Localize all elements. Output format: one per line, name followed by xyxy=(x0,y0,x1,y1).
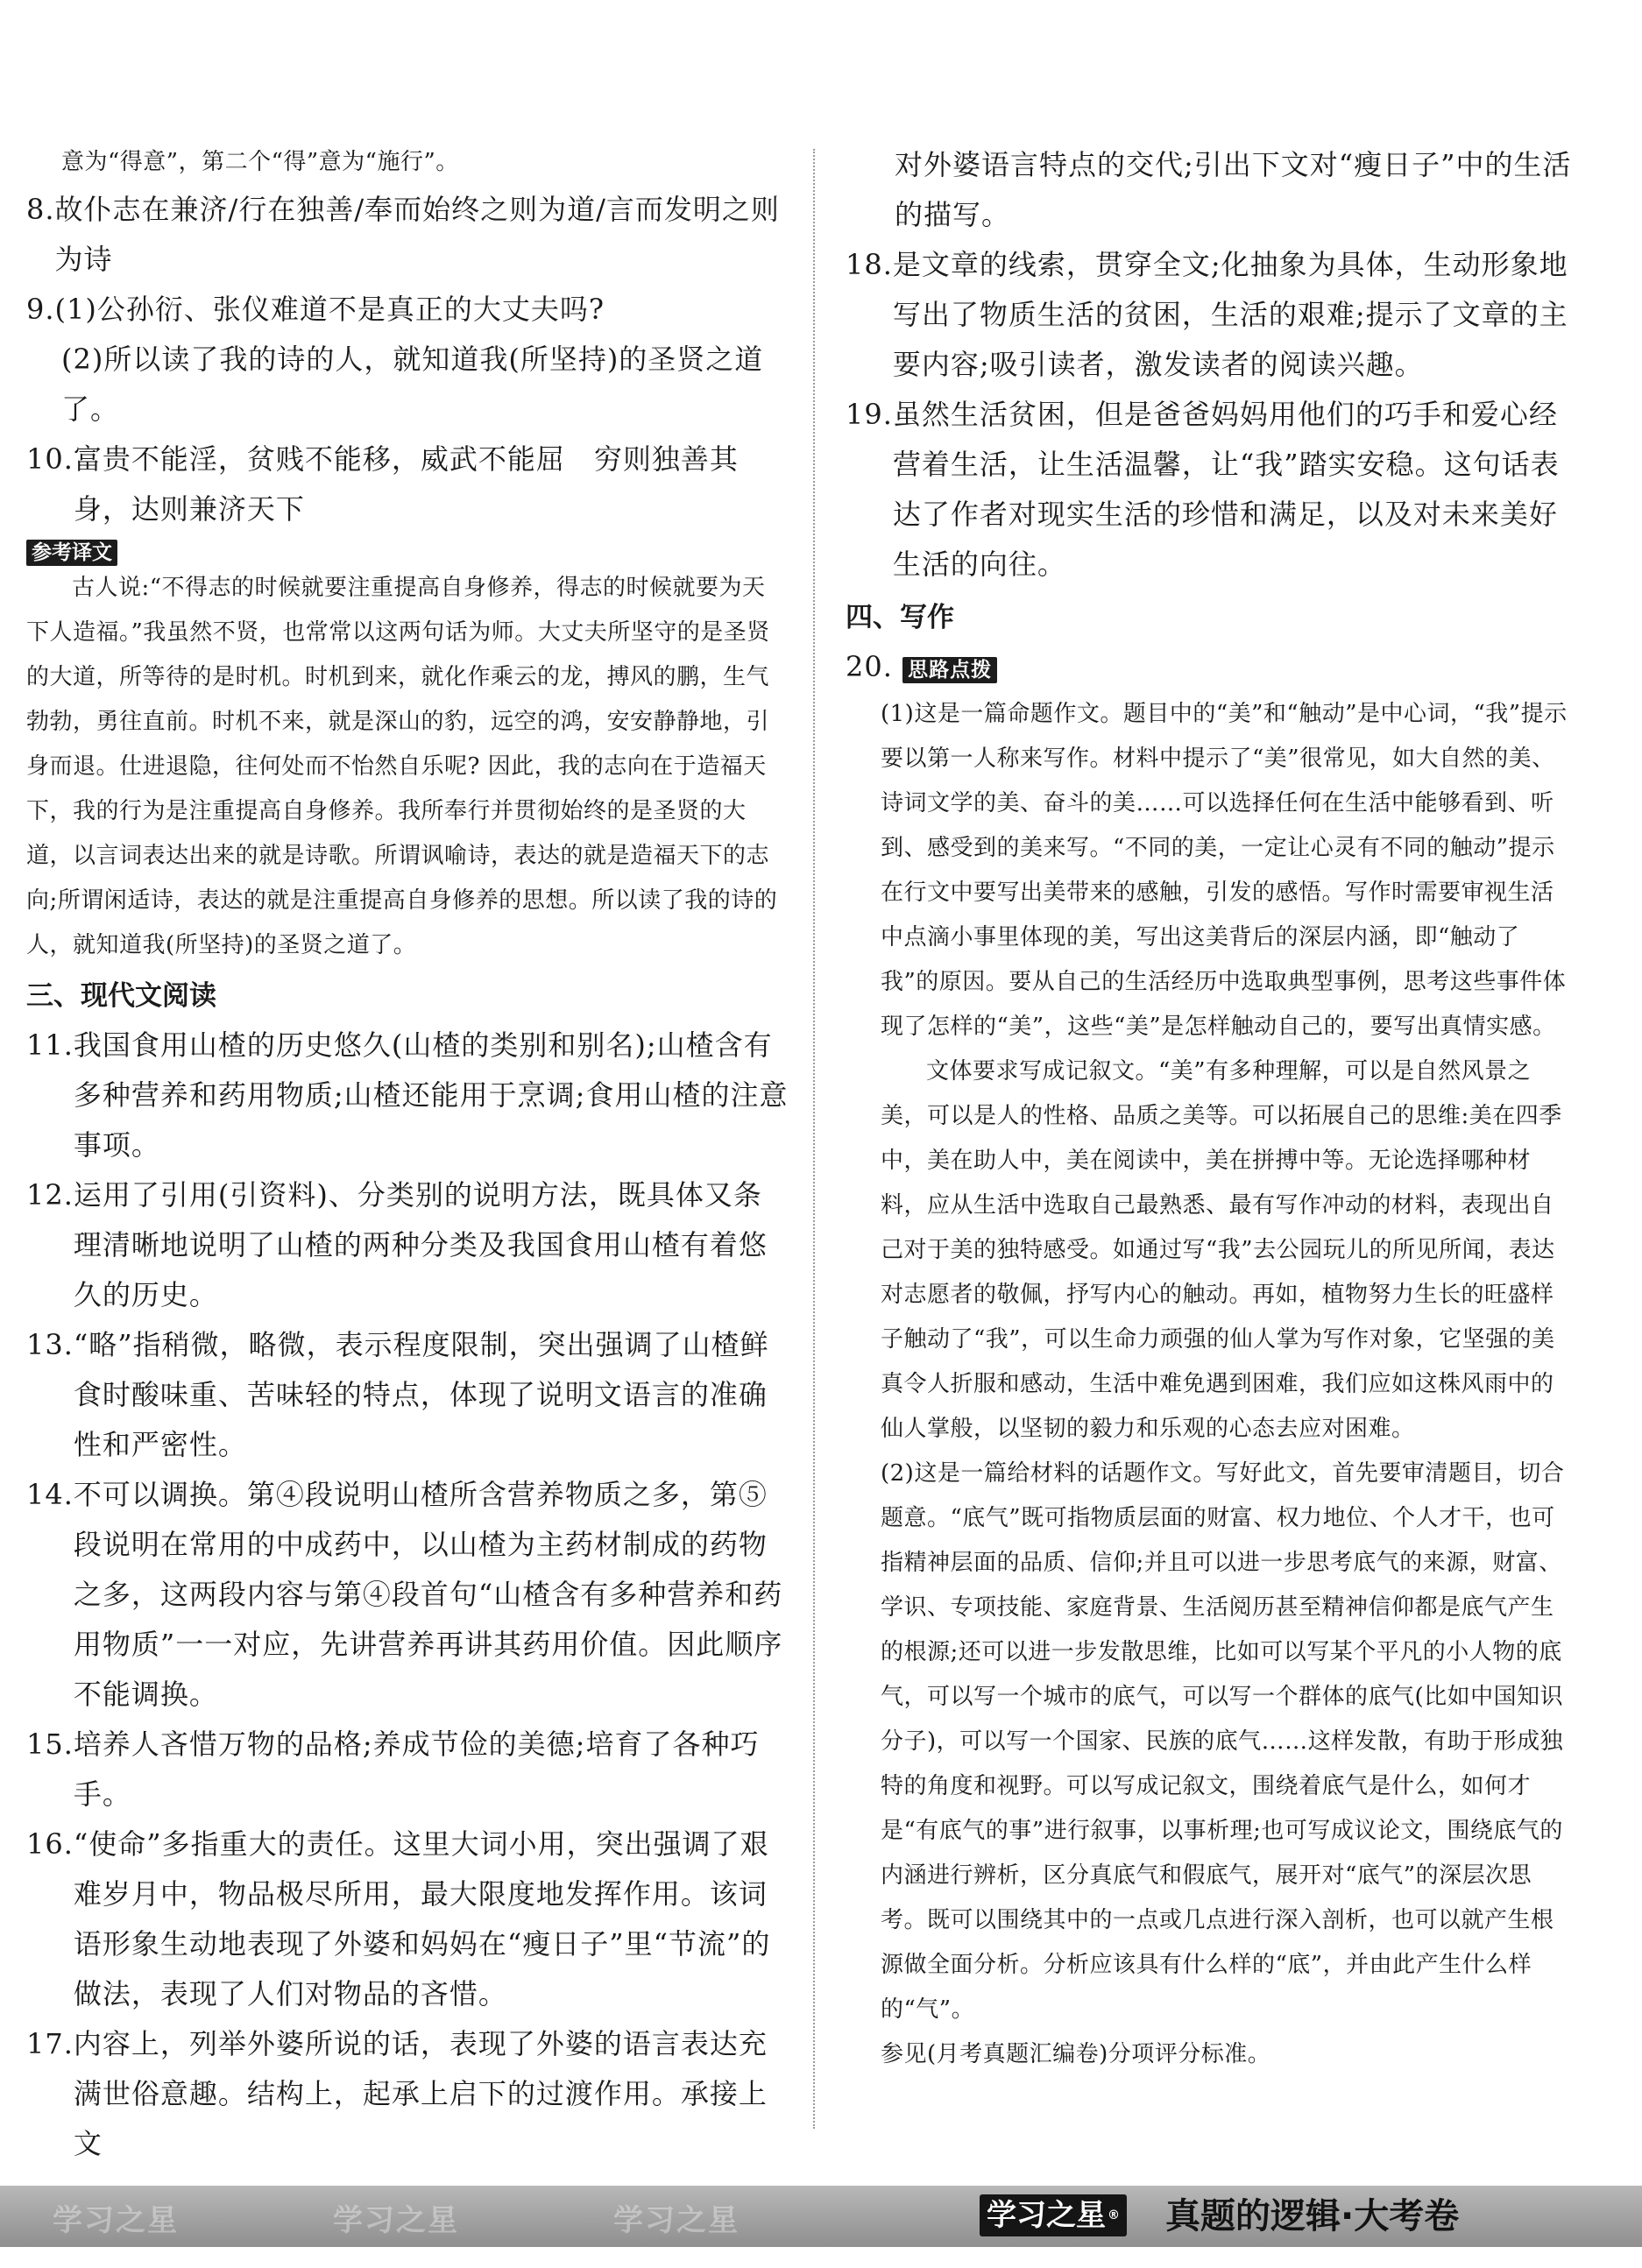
reference-translation-tag: 参考译文 xyxy=(26,540,117,566)
scoring-reference: 参见(月考真题汇编卷)分项评分标准。 xyxy=(881,2041,1271,2067)
answer-number: 8. xyxy=(26,193,55,226)
answer-8 xyxy=(26,185,789,285)
answer-16 xyxy=(26,1819,789,2019)
right-column xyxy=(846,140,1573,2077)
answer-text: 不可以调换。第④段说明山楂所含营养物质之多，第⑤段说明在常用的中成药中，以山楂为主药材制成的药物之多，这两段内容与第④段首句“山楂含有多种营养和药用物质”一一对应，先讲营养再讲其药用价值。因此顺序不能调换。 xyxy=(73,1478,783,1711)
answer-text: “略”指稍微，略微，表示程度限制，突出强调了山楂鲜食时酸味重、苦味轻的特点，体现了说明文语言的准确性和严密性。 xyxy=(73,1328,769,1461)
footer-watermark: 学习之星 xyxy=(613,2203,740,2238)
answer-text: 是文章的线索，贯穿全文;化抽象为具体，生动形象地写出了物质生活的贫困，生活的艰难;提示了文章的主要内容;吸引读者，激发读者的阅读兴趣。 xyxy=(892,248,1568,381)
answer-number: 15. xyxy=(26,1727,74,1761)
answer-14 xyxy=(26,1470,789,1720)
footer-title: 真题的逻辑·大考卷 xyxy=(1165,2196,1460,2236)
answer-20-header xyxy=(846,642,1573,692)
column-divider xyxy=(813,149,815,2129)
answer-13 xyxy=(26,1320,789,1470)
reference-translation-header xyxy=(26,540,789,566)
answer-20-body xyxy=(846,692,1573,2077)
brand-logo xyxy=(980,2194,1127,2236)
writing-hint-paragraph-3: (2)这是一篇给材料的话题作文。写好此文，首先要审清题目，切合题意。“底气”既可指物质层面的财富、权力地位、个人才干，也可指精神层面的品质、信仰;并且可以进一步思考底气的来源，财富、学识、专项技能、家庭背景、生活阅历甚至精神信仰都是底气产生的根源;还可以进一步发散思维，比如可以写某个平凡的小人物的底气，可以写一个城市的底气，可以写一个群体的底气(比如中国知识分子)，可以写一个国家、民族的底气……这样发散，有助于形成独特的角度和视野。可以写成记叙文，围绕着底气是什么，如何才是“有底气的事”进行叙事，以事析理;也可写成议论文，围绕底气的内涵进行辨析，区分真底气和假底气，展开对“底气”的深层次思考。既可以围绕其中的一点或几点进行深入剖析，也可以就产生根源做全面分析。分析应该具有什么样的“底”，并由此产生什么样的“气”。 xyxy=(881,1460,1565,2023)
answer-number: 18. xyxy=(846,248,893,281)
writing-hint-paragraph-2: 文体要求写成记叙文。“美”有多种理解，可以是自然风景之美，可以是人的性格、品质之美等。可以拓展自己的思维:美在四季中，美在助人中，美在阅读中，美在拼搏中等。无论选择哪种材料，应从生活中选取自己最熟悉、最有写作冲动的材料，表现出自己对于美的独特感受。如通过写“我”去公园玩儿的所见所闻，表达对志愿者的敬佩，抒写内心的触动。再如，植物努力生长的旺盛样子触动了“我”，可以生命力顽强的仙人掌为写作对象，它坚强的美真令人折服和感动，生活中难免遇到困难，我们应如这株风雨中的仙人掌般，以坚韧的毅力和乐观的心态去应对困难。 xyxy=(881,1058,1562,1442)
answer-text: “使命”多指重大的责任。这里大词小用，突出强调了艰难岁月中，物品极尽所用，最大限度地发挥作用。该词语形象生动地表现了外婆和妈妈在“瘦日子”里“节流”的做法，表现了人们对物品的吝惜。 xyxy=(73,1827,771,2010)
section-heading-3: 三、现代文阅读 xyxy=(26,980,216,1012)
answer-text: 培养人吝惜万物的品格;养成节俭的美德;培育了各种巧手。 xyxy=(73,1727,760,1811)
answer-number: 20. xyxy=(846,650,893,683)
answer-text: 我国食用山楂的历史悠久(山楂的类别和别名);山楂含有多种营养和药用物质;山楂还能用于烹调;食用山楂的注意事项。 xyxy=(73,1028,789,1162)
footer-banner xyxy=(0,2186,1642,2247)
answer-number: 11. xyxy=(26,1028,74,1062)
answer-number: 17. xyxy=(26,2027,74,2060)
left-column xyxy=(26,140,789,2169)
answer-number: 10. xyxy=(26,442,74,476)
section-heading-4: 四、写作 xyxy=(846,602,954,633)
answer-12 xyxy=(26,1170,789,1320)
brand-name: 学习之星 xyxy=(987,2198,1106,2233)
answer-number: 9. xyxy=(26,293,55,326)
answer-text: 内容上，列举外婆所说的话，表现了外婆的语言表达充满世俗意趣。结构上，起承上启下的过渡作用。承接上文 xyxy=(73,2027,768,2160)
answer-9 xyxy=(26,285,789,335)
answer-number: 16. xyxy=(26,1827,74,1861)
writing-hint-paragraph-1: (1)这是一篇命题作文。题目中的“美”和“触动”是中心词，“我”提示要以第一人称来写作。材料中提示了“美”很常见，如大自然的美、诗词文学的美、奋斗的美……可以选择任何在生活中能够看到、听到、感受到的美来写。“不同的美，一定让心灵有不同的触动”提示在行文中要写出美带来的感触，引发的感悟。写作时需要审视生活中点滴小事里体现的美，写出这美背后的深层内涵，即“触动了我”的原因。要从自己的生活经历中选取典型事例，思考这些事件体现了怎样的“美”，这些“美”是怎样触动自己的，要写出真情实感。 xyxy=(881,701,1568,1040)
answer-18 xyxy=(846,240,1573,390)
answer-11 xyxy=(26,1021,789,1170)
answer-number: 13. xyxy=(26,1328,74,1361)
answer-9-part-2: (2)所以读了我的诗的人，就知道我(所坚持)的圣贤之道了。 xyxy=(61,343,764,426)
answer-text: (1)公孙衍、张仪难道不是真正的大丈夫吗? xyxy=(54,293,605,326)
answer-15 xyxy=(26,1720,789,1819)
writing-hint-tag: 思路点拨 xyxy=(902,657,997,683)
registered-mark-icon: ® xyxy=(1108,2208,1120,2222)
answer-text: 运用了引用(引资料)、分类别的说明方法，既具体又条理清晰地说明了山楂的两种分类及我国食用山楂有着悠久的历史。 xyxy=(73,1178,768,1311)
answer-19 xyxy=(846,390,1573,590)
answer-text: 故仆志在兼济/行在独善/奉而始终之则为道/言而发明之则为诗 xyxy=(54,193,780,276)
answer-17-continuation: 对外婆语言特点的交代;引出下文对“瘦日子”中的生活的描写。 xyxy=(895,148,1572,231)
footer-watermark: 学习之星 xyxy=(333,2203,459,2238)
answer-number: 12. xyxy=(26,1178,74,1212)
footer-watermark: 学习之星 xyxy=(53,2203,179,2238)
answer-17 xyxy=(26,2019,789,2169)
answer-number: 19. xyxy=(846,398,893,431)
answer-text: 富贵不能淫，贫贱不能移，威武不能屈 穷则独善其身，达则兼济天下 xyxy=(73,442,739,526)
answer-text: 虽然生活贫困，但是爸爸妈妈用他们的巧手和爱心经营着生活，让生活温馨，让“我”踏实安稳。这句话表达了作者对现实生活的珍惜和满足，以及对未来美好生活的向往。 xyxy=(892,398,1560,581)
answer-10 xyxy=(26,435,789,534)
reference-translation-text: 古人说:“不得志的时候就要注重提高自身修养，得志的时候就要为天下人造福。”我虽然不贤，也常常以这两句话为师。大丈夫所坚守的是圣贤的大道，所等待的是时机。时机到来，就化作乘云的龙，搏风的鹏，生气勃勃，勇往直前。时机不来，就是深山的豹，远空的鸿，安安静静地，引身而退。仕进退隐，往何处而不怡然自乐呢? 因此，我的志向在于造福天下，我的行为是注重提高自身修养。我所奉行并贯彻始终的是圣贤的大道，以言词表达出来的就是诗歌。所谓讽喻诗，表达的就是造福天下的志向;所谓闲适诗，表达的就是注重提高自身修养的思想。所以读了我的诗的人，就知道我(所坚持)的圣贤之道了。 xyxy=(26,575,778,958)
answer-7-continuation: 意为“得意”，第二个“得”意为“施行”。 xyxy=(61,149,459,175)
answer-number: 14. xyxy=(26,1478,74,1511)
